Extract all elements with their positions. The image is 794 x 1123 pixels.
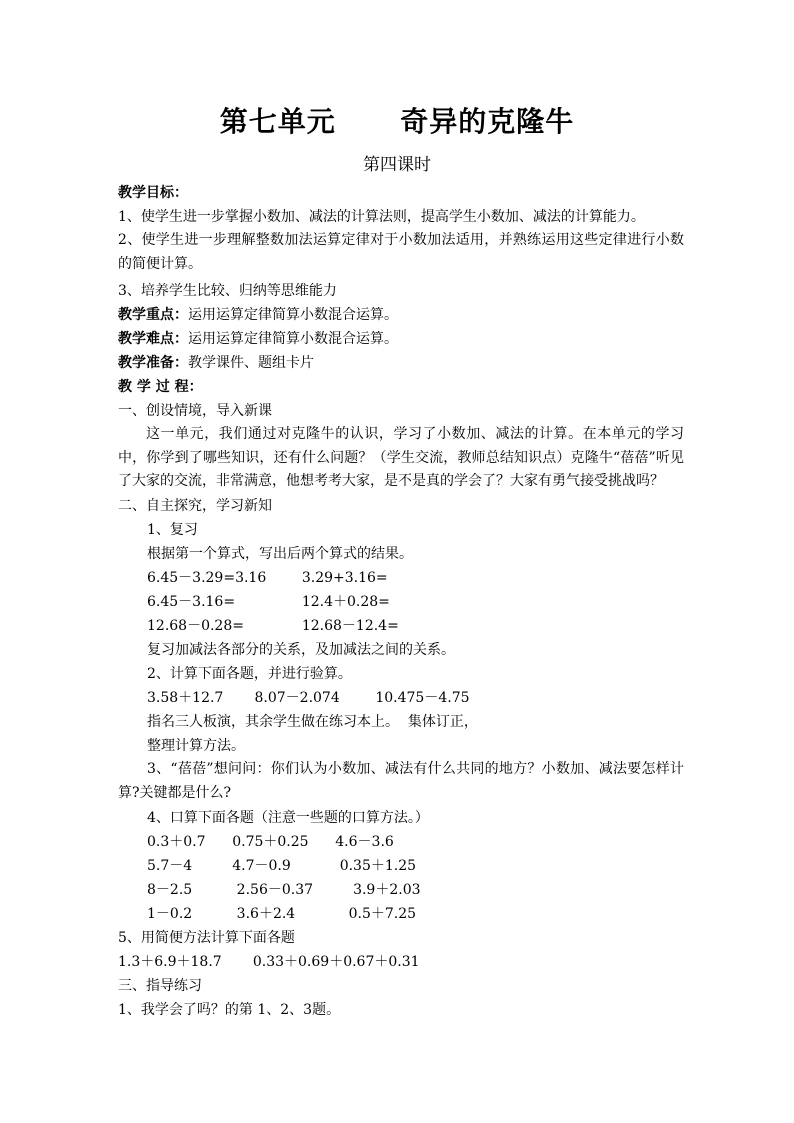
section-1-heading: 一、创设情境，导入新课 (118, 403, 272, 419)
key-point-label: 教学重点： (118, 307, 188, 323)
oral-calc-row-3: 8－2.5 2.56－0.37 3.9＋2.03 (147, 882, 421, 898)
simplify-expressions: 1.3＋6.9＋18.7 0.33＋0.69＋0.67＋0.31 (118, 954, 420, 970)
difficult-point (118, 330, 398, 348)
review-expr-row-2: 6.45－3.16= 12.4＋0.28= (147, 594, 390, 610)
difficult-point-label: 教学难点： (118, 331, 188, 347)
review-instruction: 根据第一个算式，写出后两个算式的结果。 (147, 546, 413, 562)
calc-expressions: 3.58＋12.7 8.07－2.074 10.475－4.75 (147, 690, 470, 706)
key-point (118, 306, 398, 324)
review-heading: 1、复习 (147, 522, 198, 538)
key-point-text: 运用运算定律简算小数混合运算。 (188, 307, 398, 323)
oral-calc-row-2: 5.7－4 4.7－0.9 0.35＋1.25 (147, 858, 417, 874)
page-subtitle: 第四课时 (363, 155, 431, 175)
review-expr-row-1: 6.45－3.29=3.16 3.29+3.16= (147, 570, 388, 586)
simplify-heading: 5、用简便方法计算下面各题 (118, 930, 295, 946)
oral-calc-row-4: 1－0.2 3.6＋2.4 0.5＋7.25 (147, 906, 417, 922)
oral-calc-heading: 4、口算下面各题（注意一些题的口算方法。） (147, 810, 429, 826)
question-paragraph: 3、“蓓蓓”想问问：你们认为小数加、减法有什么共同的地方？小数加、减法要怎样计算?关键都是什么? (118, 761, 684, 801)
oral-calc-row-1: 0.3＋0.7 0.75＋0.25 4.6－3.6 (147, 834, 394, 850)
page-title: 第七单元 奇异的克隆牛 (219, 105, 575, 138)
calc-instruction: 指名三人板演，其余学生做在练习本上。 集体订正， (147, 714, 478, 730)
practice-item-1: 1、我学会了吗？的第 1、2、3题。 (118, 1002, 341, 1018)
calc-summary: 整理计算方法。 (147, 738, 245, 754)
review-note: 复习加减法各部分的关系，及加减法之间的关系。 (147, 642, 455, 658)
section-2-heading: 二、自主探究，学习新知 (118, 498, 272, 514)
section-1-paragraph: 这一单元，我们通过对克隆牛的认识，学习了小数加、减法的计算。在本单元的学习中，你学到了哪些知识，还有什么问题？（学生交流，教师总结知识点）克隆牛“蓓蓓”听见了大家的交流，非常满意，他想考考大家，是不是真的学会了？大家有勇气接受挑战吗？ (118, 426, 684, 489)
preparation (118, 354, 314, 372)
section-3-heading: 三、指导练习 (118, 978, 202, 994)
review-expr-row-3: 12.68－0.28= 12.68－12.4= (147, 618, 399, 634)
preparation-label: 教学准备： (118, 355, 188, 371)
process-heading: 教 学 过 程： (118, 379, 203, 395)
preparation-text: 教学课件、题组卡片 (188, 355, 314, 371)
difficult-point-text: 运用运算定律简算小数混合运算。 (188, 331, 398, 347)
goal-1: 1、使学生进一步掌握小数加、减法的计算法则，提高学生小数加、减法的计算能力。 (118, 209, 645, 225)
goals-heading: 教学目标： (118, 185, 188, 201)
goal-3: 3、培养学生比较、归纳等思维能力 (118, 283, 337, 299)
goal-2: 2、使学生进一步理解整数加法运算定律对于小数加法适用，并熟练运用这些定律进行小数的简便计算。 (118, 232, 684, 272)
calc-heading: 2、计算下面各题，并进行验算。 (147, 666, 352, 682)
